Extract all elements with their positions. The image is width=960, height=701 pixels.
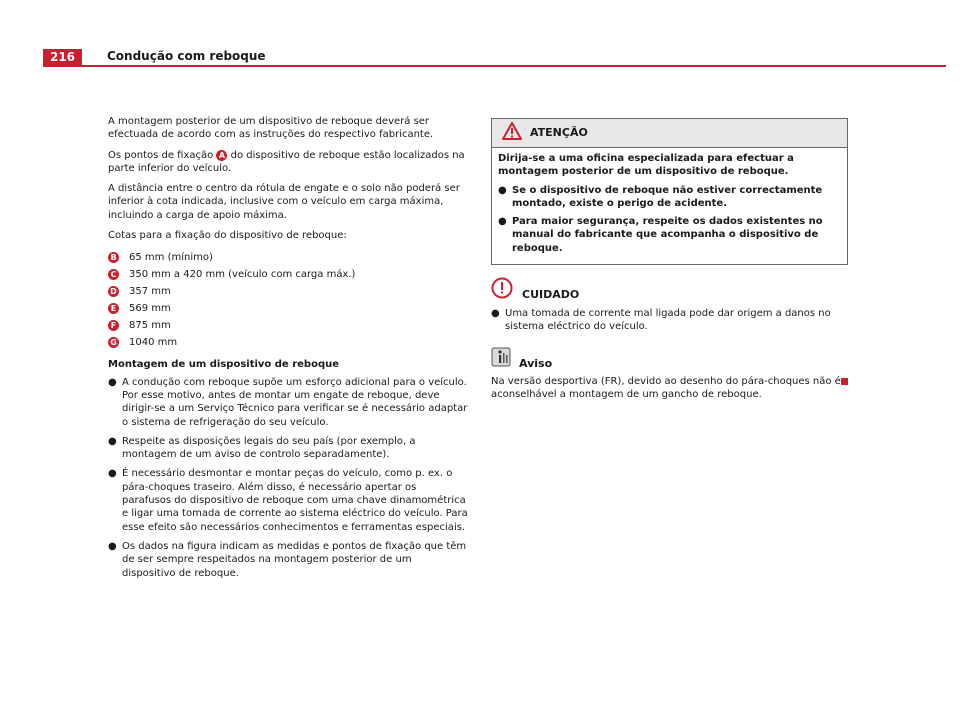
bullet-text: É necessário desmontar e montar peças do veículo, como p. ex. o pára-choques traseiro. Além disso, é necessário apertar os parafusos do dispositivo de reboque com uma chave dinamométrica e ligar uma tomada de corrente ao sistema eléctrico do veículo. Para esse efeito são necessários conhecimentos e ferramentas especiais. [122, 468, 468, 533]
bullet-dot: ● [491, 308, 500, 320]
page-title: Condução com reboque [107, 49, 266, 63]
bullet-item [108, 435, 468, 462]
bullet-text: A condução com reboque supõe um esforço adicional para o veículo. Por esse motivo, antes de montar um engate de reboque, deve dirigir-se a um Serviço Técnico para verificar se é necessário adaptar o sistema de refrigeração do seu veículo. [122, 376, 468, 428]
dimension-row [108, 283, 468, 300]
dimension-value: 357 mm [129, 286, 171, 298]
warning-header [492, 119, 847, 148]
header-rule [43, 65, 946, 67]
distance-paragraph: A distância entre o centro da rótula de engate e o solo não poderá ser inferior à cota indicada, inclusive com o veículo em carga máxima, incluindo a carga de apoio máxima. [108, 183, 460, 221]
note-text: Na versão desportiva (FR), devido ao desenho do pára-choques não é aconselhável a montagem de um gancho de reboque. [491, 375, 841, 400]
bullet-dot: ● [498, 184, 507, 196]
dimension-row [108, 249, 468, 266]
fixation-text-after: do dispositivo de reboque estão localizados na parte inferior do veículo. [108, 149, 465, 174]
marker-a: A [216, 150, 227, 161]
marker-c: C [108, 269, 119, 280]
marker-e: E [108, 303, 119, 314]
dimension-row [108, 334, 468, 351]
marker-f: F [108, 320, 119, 331]
bullet-text: Para maior segurança, respeite os dados existentes no manual do fabricante que acompanha o dispositivo de reboque. [512, 216, 823, 254]
warning-bullet [498, 215, 841, 255]
dimension-value: 569 mm [129, 303, 171, 315]
marker-g: G [108, 337, 119, 348]
dimension-row [108, 266, 468, 283]
dimension-row [108, 317, 468, 334]
dimension-value: 1040 mm [129, 337, 178, 349]
dimensions-list [108, 249, 468, 351]
dimension-value: 65 mm (mínimo) [129, 252, 213, 264]
page-header [43, 49, 946, 66]
note-body [491, 375, 848, 402]
page-number: 216 [43, 49, 82, 66]
bullet-item [108, 376, 468, 429]
fixation-text-before: Os pontos de fixação [108, 149, 214, 161]
marker-b: B [108, 252, 119, 263]
caution-header [491, 279, 848, 303]
warning-box [491, 118, 848, 265]
info-note-icon [491, 347, 511, 371]
bullet-text: Respeite as disposições legais do seu país (por exemplo, a montagem de um aviso de controlo separadamente). [122, 435, 416, 461]
warning-title: ATENÇÃO [530, 125, 588, 139]
dimension-row [108, 300, 468, 317]
bullet-text: Se o dispositivo de reboque não estiver correctamente montado, existe o perigo de acidente. [512, 184, 823, 209]
exclamation-circle-icon [491, 277, 513, 303]
end-of-section-marker [841, 378, 848, 385]
bullet-text: Uma tomada de corrente mal ligada pode dar origem a danos no sistema eléctrico do veículo. [505, 308, 831, 333]
bullet-dot: ● [108, 540, 117, 552]
bullet-dot: ● [108, 468, 117, 480]
bullet-text: Os dados na figura indicam as medidas e pontos de fixação que têm de ser sempre respeitados na montagem posterior de um dispositivo de reboque. [122, 540, 467, 579]
note-title: Aviso [519, 357, 553, 371]
dimension-value: 875 mm [129, 320, 171, 332]
bullet-dot: ● [498, 216, 507, 228]
warning-bullet [498, 184, 841, 211]
warning-triangle-icon [502, 122, 522, 144]
caution-title: CUIDADO [522, 288, 580, 302]
intro-paragraph: A montagem posterior de um dispositivo de reboque deverá ser efectuada de acordo com as instruções do respectivo fabricante. [108, 116, 434, 141]
note-header [491, 350, 848, 372]
bullet-item [108, 540, 468, 580]
caution-bullet [491, 307, 848, 334]
dimensions-intro: Cotas para a fixação do dispositivo de reboque: [108, 230, 347, 242]
marker-d: D [108, 286, 119, 297]
right-column [491, 118, 848, 401]
fixation-paragraph [108, 149, 468, 176]
warning-body [492, 148, 847, 264]
section-heading: Montagem de um dispositivo de reboque [108, 359, 340, 371]
left-column [108, 115, 468, 586]
dimension-value: 350 mm a 420 mm (veículo com carga máx.) [129, 269, 356, 281]
bullet-dot: ● [108, 376, 117, 388]
warning-intro: Dirija-se a uma oficina especializada para efectuar a montagem posterior de um dispositivo de reboque. [498, 153, 794, 178]
bullet-item [108, 467, 468, 533]
bullet-dot: ● [108, 435, 117, 447]
